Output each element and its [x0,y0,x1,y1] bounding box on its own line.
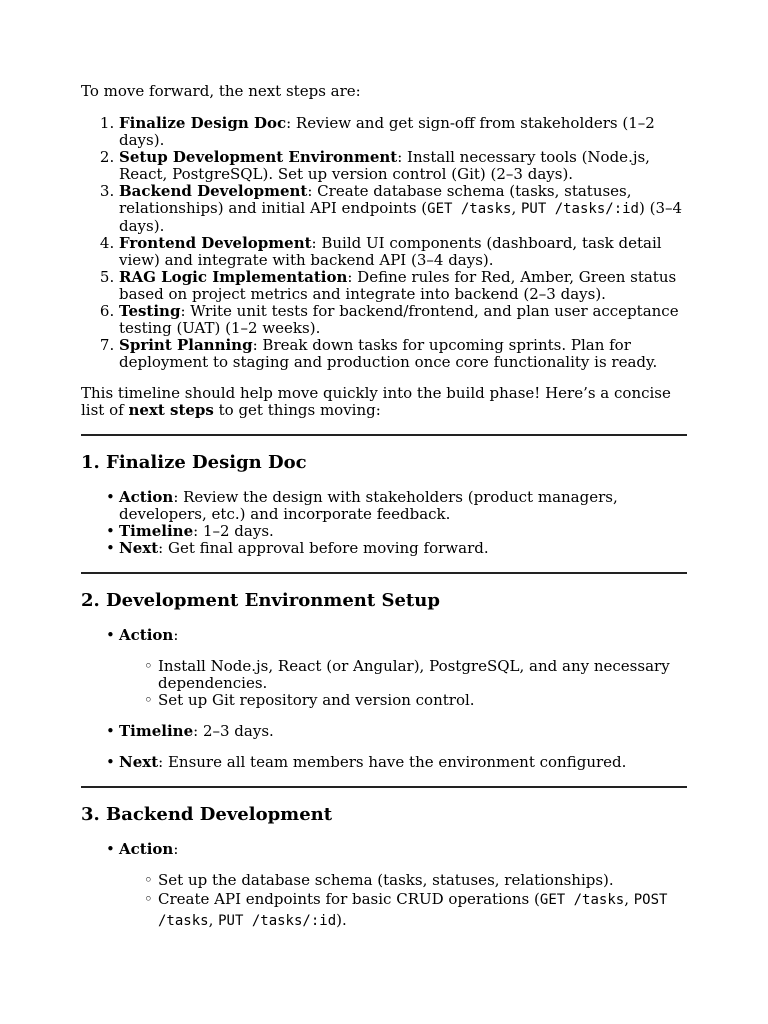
list-item [119,149,687,183]
item-text: ). [336,911,347,929]
list-item [119,269,687,303]
item-label: Timeline [119,722,194,740]
item-label: Next [119,539,159,557]
summary-part: to get things moving: [213,401,381,419]
list-item [119,489,687,523]
item-text: : Get final approval before moving forward. [158,539,489,557]
step-text: : Install necessary tools (Node.js, React, PostgreSQL). Set up version control (Git) (2–3 days). [119,148,650,183]
section-heading: 1. Finalize Design Doc [81,452,307,473]
step-title: Frontend Development [119,234,312,252]
step-text: : Review and get sign-off from stakeholders (1–2 days). [119,114,655,149]
document-body [81,83,687,931]
section-list [81,841,687,931]
item-text: : 2–3 days. [193,722,274,740]
code-snippet: GET /tasks [427,201,512,217]
step-title: RAG Logic Implementation [119,268,348,286]
section-heading: 3. Backend Development [81,804,333,825]
summary-emphasis: next steps [128,401,214,419]
separator: , [624,890,634,908]
item-text: : Ensure all team members have the environment configured. [158,753,627,771]
code-snippet: PUT /tasks/:id [218,913,337,929]
item-text: : 1–2 days. [193,522,274,540]
separator: , [208,911,219,929]
step-title: Sprint Planning [119,336,253,354]
list-item [119,754,687,771]
list-item: ◦ Install Node.js, React (or Angular), PostgreSQL, and any necessary dependencies. [158,658,687,692]
list-item [119,540,687,557]
sub-list [119,872,687,931]
summary-text [81,385,687,419]
item-label: Action [119,488,174,506]
separator: , [511,199,521,217]
step-text: ) (3–4 days). [119,199,683,235]
section-list [81,489,687,557]
divider [81,572,687,574]
step-text: : Build UI components (dashboard, task detail view) and integrate with backend API (3–4 days). [119,234,662,269]
code-snippet: POST /tasks [158,892,668,929]
list-item [119,303,687,337]
list-item [119,523,687,540]
item-text: : Review the design with stakeholders (product managers, developers, etc.) and incorporate feedback. [119,488,618,523]
list-item: ◦ Set up the database schema (tasks, statuses, relationships). [158,872,687,889]
item-label: Timeline [119,522,194,540]
step-text: : Write unit tests for backend/frontend, and plan user acceptance testing (UAT) (1–2 weeks). [119,302,679,337]
step-title: Finalize Design Doc [119,114,287,132]
list-item [119,235,687,269]
next-steps-list [81,115,687,371]
item-label: Next [119,753,159,771]
list-item [119,627,687,709]
item-text: : [173,840,179,858]
item-label: Action [119,840,174,858]
intro-text: To move forward, the next steps are: [81,82,361,100]
list-item [119,115,687,149]
list-item [119,841,687,931]
divider [81,434,687,436]
summary-part: This timeline should help move quickly into the build phase! Here’s a concise list of [81,384,671,419]
divider [81,786,687,788]
step-title: Setup Development Environment [119,148,398,166]
list-item [119,337,687,371]
step-text: : Define rules for Red, Amber, Green status based on project metrics and integrate into backend (2–3 days). [119,268,677,303]
step-text: : Create database schema (tasks, statuses, relationships) and initial API endpoints ( [119,182,632,217]
section-list [81,627,687,771]
step-title: Testing [119,302,181,320]
code-snippet: GET /tasks [539,892,625,908]
step-title: Backend Development [119,182,308,200]
list-item [119,723,687,740]
item-text: : [173,626,179,644]
code-snippet: PUT /tasks/:id [520,201,639,217]
list-item [158,889,687,931]
list-item: ◦ Set up Git repository and version control. [158,692,687,709]
list-item [119,183,687,235]
step-text: : Break down tasks for upcoming sprints. Plan for deployment to staging and production once core functionality is ready. [119,336,658,371]
section-heading: 2. Development Environment Setup [81,590,440,611]
sub-list [119,658,687,709]
item-label: Action [119,626,174,644]
item-text: Create API endpoints for basic CRUD operations ( [158,890,540,908]
